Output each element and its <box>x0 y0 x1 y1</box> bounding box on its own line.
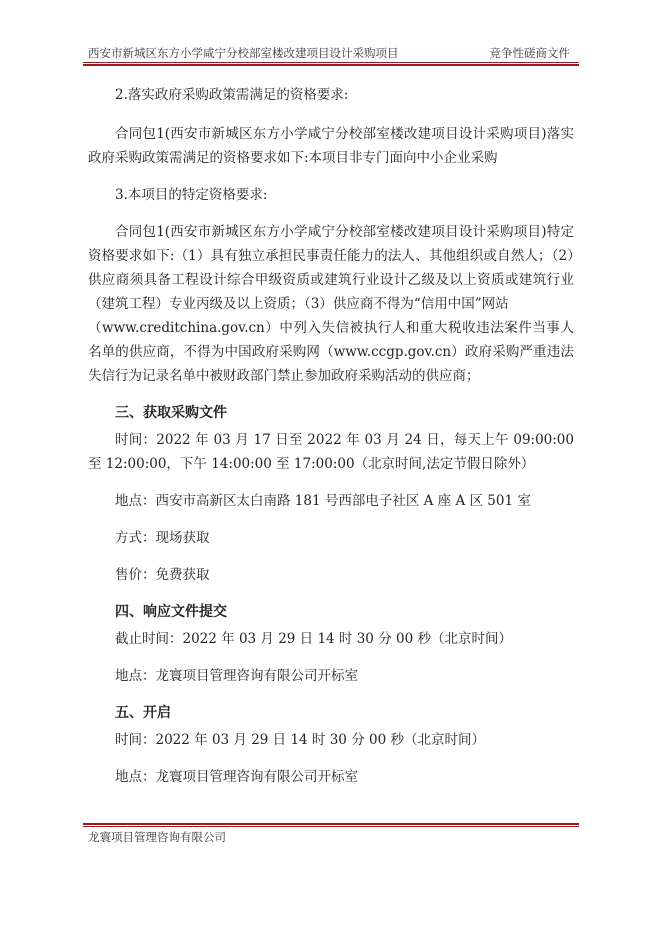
footer-rule-thick <box>83 823 579 825</box>
footer-company: 龙寰项目管理咨询有限公司 <box>88 830 226 844</box>
paragraph-specific-requirements: 合同包1(西安市新城区东方小学咸宁分校部室楼改建项目设计采购项目)特定资格要求如下:（1）具有独立承担民事责任能力的法人、其他组织或自然人；（2）供应商须具备工程设计综合甲级资质或建筑行业设计乙级及以上资质或建筑行业（建筑工程）专业丙级及以上资质；（3）供应商不得为“信用中国”网站 <box>88 224 574 312</box>
obtain-method: 方式：现场获取 <box>115 530 210 546</box>
submission-deadline: 截止时间：2022 年 03 月 29 日 14 时 30 分 00 秒（北京时间） <box>115 631 512 647</box>
submission-place: 地点：龙寰项目管理咨询有限公司开标室 <box>115 668 358 684</box>
opening-place: 地点：龙寰项目管理咨询有限公司开标室 <box>115 769 358 785</box>
paragraph-specific-requirements-cont: （www.creditchina.gov.cn）中列入失信被执行人和重大税收违法案件当事人名单的供应商，不得为中国政府采购网（www.ccgp.gov.cn）政府采购严重违法失信行为记录名单中被财政部门禁止参加政府采购活动的供应商； <box>88 320 574 384</box>
header-project-title: 西安市新城区东方小学咸宁分校部室楼改建项目设计采购项目 <box>88 46 399 60</box>
obtain-price: 售价：免费获取 <box>115 567 210 583</box>
header-rule-thick <box>83 64 579 66</box>
paragraph-policy-requirements: 合同包1(西安市新城区东方小学咸宁分校部室楼改建项目设计采购项目)落实政府采购政策需满足的资格要求如下:本项目非专门面向中小企业采购 <box>88 126 574 166</box>
header-rule-thin <box>83 62 579 63</box>
opening-time: 时间：2022 年 03 月 29 日 14 时 30 分 00 秒（北京时间） <box>115 732 485 748</box>
obtain-time: 时间：2022 年 03 月 17 日至 2022 年 03 月 24 日，每天上午 09:00:00 至 12:00:00，下午 14:00:00 至 17:00:00（北京时间,法定节假日除外） <box>88 432 574 472</box>
section-heading-obtain: 三、获取采购文件 <box>115 405 227 421</box>
header-document-type: 竞争性磋商文件 <box>489 46 570 60</box>
section-heading-opening: 五、开启 <box>115 705 171 721</box>
obtain-place: 地点：西安市高新区太白南路 181 号西部电子社区 A 座 A 区 501 室 <box>115 493 531 509</box>
paragraph-policy-heading: 2.落实政府采购政策需满足的资格要求: <box>115 87 349 103</box>
paragraph-specific-heading: 3.本项目的特定资格要求: <box>115 187 268 203</box>
document-body <box>88 78 574 789</box>
footer-rule-thin <box>83 826 579 827</box>
section-heading-submission: 四、响应文件提交 <box>115 604 227 620</box>
